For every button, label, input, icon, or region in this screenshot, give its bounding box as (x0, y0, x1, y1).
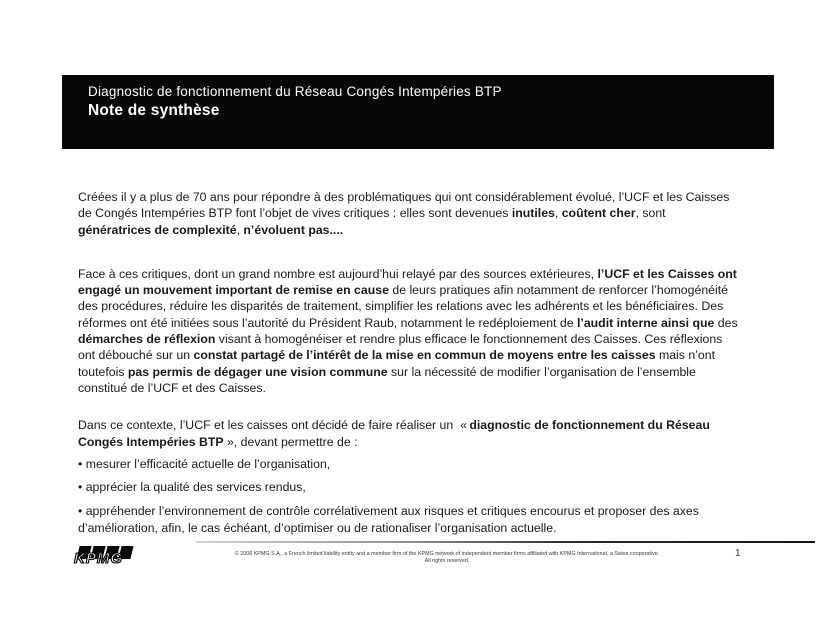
footer-divider (196, 541, 815, 543)
page-number: 1 (735, 548, 741, 559)
kpmg-logo (74, 546, 146, 574)
copyright-text: © 2008 KPMG S.A., a French limited liability entity and a member firm of the KPMG network of independent member firms affiliated with KPMG International, a Swiss cooperative. (234, 551, 660, 557)
footer-copyright (224, 551, 670, 565)
bullet-item-2: • apprécier la qualité des services rendus, (78, 480, 306, 495)
rights-text: All rights reserved. (424, 557, 470, 564)
paragraph-intro: Créées il y a plus de 70 ans pour répondre à des problématiques qui ont considérablement évolué, l’UCF et les Caisses de Congés Intempéries BTP font l’objet de vives critiques : elles sont devenues inutiles, coûtent cher, sont génératrices de complexité, n’évoluent pas.... (78, 190, 730, 237)
body-text (78, 189, 742, 536)
report-title: Note de synthèse (88, 102, 220, 119)
kpmg-logo-text: KPMG (74, 550, 123, 567)
header-bar (62, 75, 774, 149)
paragraph-mission: Dans ce contexte, l’UCF et les caisses ont décidé de faire réaliser un « diagnostic de fonctionnement du Réseau Congés Intempéries BTP », devant permettre de : (78, 418, 710, 449)
bullet-item-3: • appréhender l’environnement de contrôle corrélativement aux risques et critiques encourus et proposer des axes d’amélioration, afin, le cas échéant, d’optimiser ou de rationaliser l’organisation actuelle. (78, 504, 699, 535)
bullet-item-1: • mesurer l’efficacité actuelle de l’organisation, (78, 456, 331, 471)
report-subtitle: Diagnostic de fonctionnement du Réseau Congés Intempéries BTP (88, 84, 502, 99)
paragraph-context: Face à ces critiques, dont un grand nombre est aujourd’hui relayé par des sources extérieures, l’UCF et les Caisses ont engagé un mouvement important de remise en cause de leurs pratiques afin notamment de renforcer l’homogénéité des procédures, réduire les disparités de traitement, simplifier les relations avec les adhérents et les bénéficiaires. Des réformes ont été initiées sous l’autorité du Président Raub, notamment le redéploiement de l’audit interne ainsi que des démarches de réflexion visant à homogénéiser et rendre plus efficace le fonctionnement des Caisses. Ces réflexions ont débouché sur un constat partagé de l’intérêt de la mise en commun de moyens entre les caisses mais n’ont toutefois pas permis de dégager une vision commune sur la nécessité de modifier l’organisation de l’ensemble constitué de l’UCF et des Caisses. (78, 266, 738, 395)
